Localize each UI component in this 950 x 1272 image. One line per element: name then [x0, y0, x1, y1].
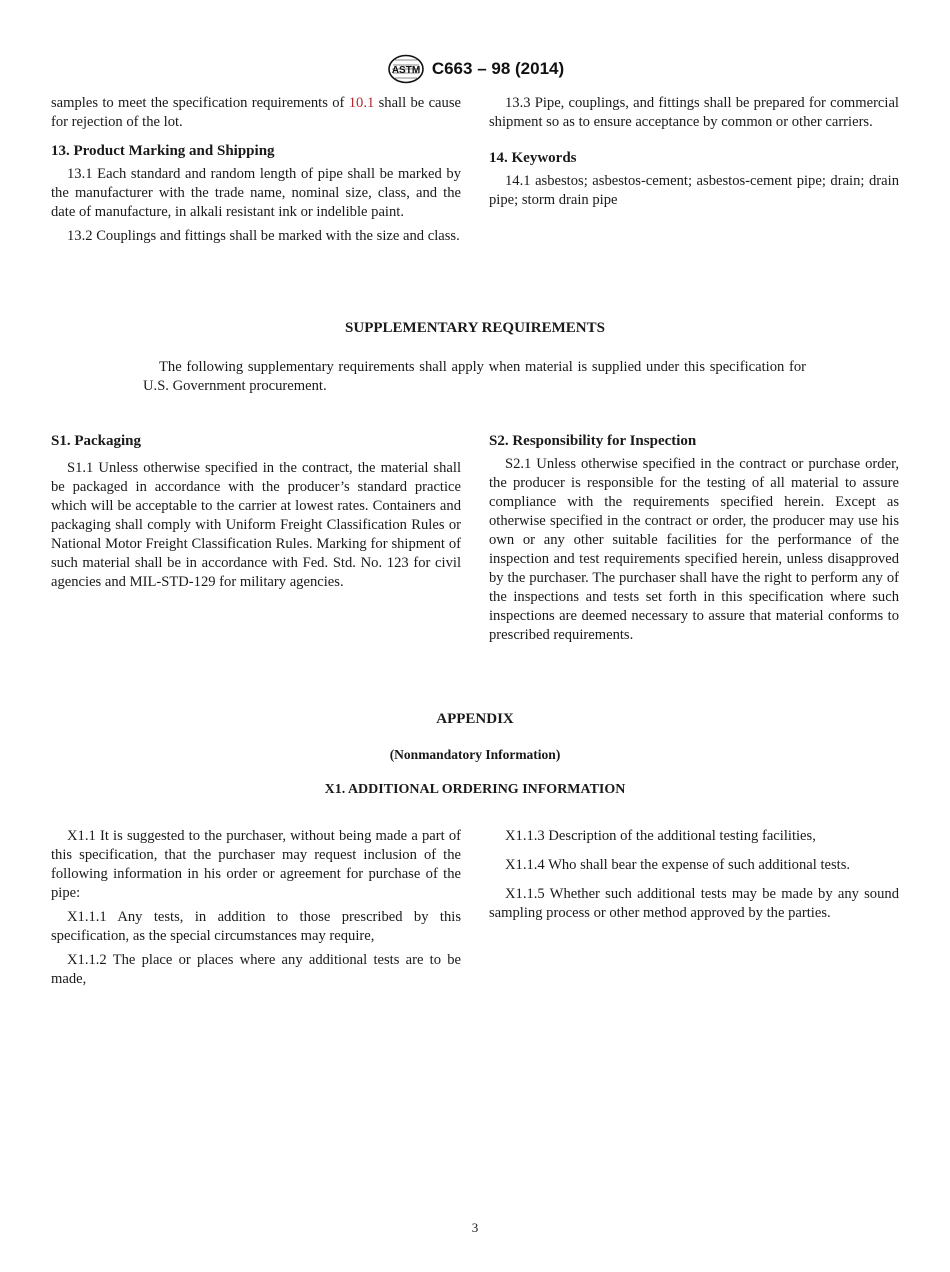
- s2-column: [489, 432, 899, 650]
- section-14-heading: 14. Keywords: [489, 150, 577, 166]
- svg-text:ASTM: ASTM: [391, 65, 420, 76]
- top-right-column: [489, 94, 899, 215]
- paragraph-x1-1-5: X1.1.5 Whether such additional tests may be made by any sound sampling process or other method approved by the parties.: [489, 886, 899, 921]
- paragraph-x1-1-4: X1.1.4 Who shall bear the expense of such additional tests.: [505, 857, 851, 873]
- top-left-column: [51, 94, 461, 251]
- paragraph-x1-1-3: X1.1.3 Description of the additional testing facilities,: [505, 828, 816, 844]
- page-header: [0, 54, 950, 84]
- appendix-title: APPENDIX: [436, 711, 514, 727]
- paragraph-s2-1: S2.1 Unless otherwise specified in the contract or purchase order, the producer is responsible for the testing of all material to assure compliance with the requirements specified herein. Except as otherwise specified in the contract or order, the producer may use his own or any other suitable facilities for the performance of the inspection and test requirements specified herein, unless disapproved by the purchaser. The purchaser shall have the right to perform any of the inspections and tests set forth in this specification where such inspections are deemed necessary to assure that material conforms to prescribed requirements.: [489, 456, 899, 643]
- paragraph-x1-1-1: X1.1.1 Any tests, in addition to those prescribed by this specification, as the special circumstances may require,: [51, 909, 461, 944]
- paragraph-13-1: 13.1 Each standard and random length of pipe shall be marked by the manufacturer with the trade name, nominal size, class, and the date of manufacture, in alkali resistant ink or indelible paint.: [51, 166, 461, 220]
- standard-designation: C663 – 98 (2014): [431, 59, 565, 78]
- s2-heading: S2. Responsibility for Inspection: [489, 433, 697, 449]
- paragraph-13-3: 13.3 Pipe, couplings, and fittings shall be prepared for commercial shipment so as to ensure acceptance by common or other carriers.: [489, 95, 899, 130]
- supplementary-intro: The following supplementary requirements shall apply when material is supplied under this specification for U.S. Government procurement.: [143, 359, 806, 394]
- s1-column: [51, 432, 461, 597]
- astm-logo-icon: [386, 54, 426, 84]
- paragraph-x1-1-2: X1.1.2 The place or places where any additional tests are to be made,: [51, 952, 461, 987]
- page-number: 3: [471, 1220, 479, 1235]
- lot-rejection-paragraph: samples to meet the specification requirements of 10.1 shall be cause for rejection of the lot.: [51, 95, 461, 130]
- paragraph-13-2: 13.2 Couplings and fittings shall be marked with the size and class.: [67, 228, 460, 244]
- paragraph-x1-1: X1.1 It is suggested to the purchaser, without being made a part of this specification, that the purchaser may request inclusion of the following information in his order or agreement for purchase of the pipe:: [51, 828, 461, 901]
- appendix-subtitle: (Nonmandatory Information): [389, 747, 561, 762]
- section-10-1-link[interactable]: 10.1: [348, 95, 375, 111]
- appendix-right-column: [489, 827, 899, 928]
- supplementary-requirements-title: SUPPLEMENTARY REQUIREMENTS: [345, 320, 605, 336]
- x1-heading: X1. ADDITIONAL ORDERING INFORMATION: [324, 782, 626, 797]
- section-13-heading: 13. Product Marking and Shipping: [51, 143, 275, 159]
- appendix-left-column: [51, 827, 461, 994]
- s1-heading: S1. Packaging: [51, 433, 142, 449]
- paragraph-14-1: 14.1 asbestos; asbestos-cement; asbestos-cement pipe; drain; drain pipe; storm drain pipe: [489, 173, 899, 208]
- paragraph-s1-1: S1.1 Unless otherwise specified in the contract, the material shall be packaged in accordance with the producer’s standard practice which will be acceptable to the carrier at lowest rates. Containers and packaging shall comply with Uniform Freight Classification Rules or National Motor Freight Classification Rules. Marking for shipment of such material shall be in accordance with Fed. Std. No. 123 for civil agencies and MIL-STD-129 for military agencies.: [51, 460, 461, 590]
